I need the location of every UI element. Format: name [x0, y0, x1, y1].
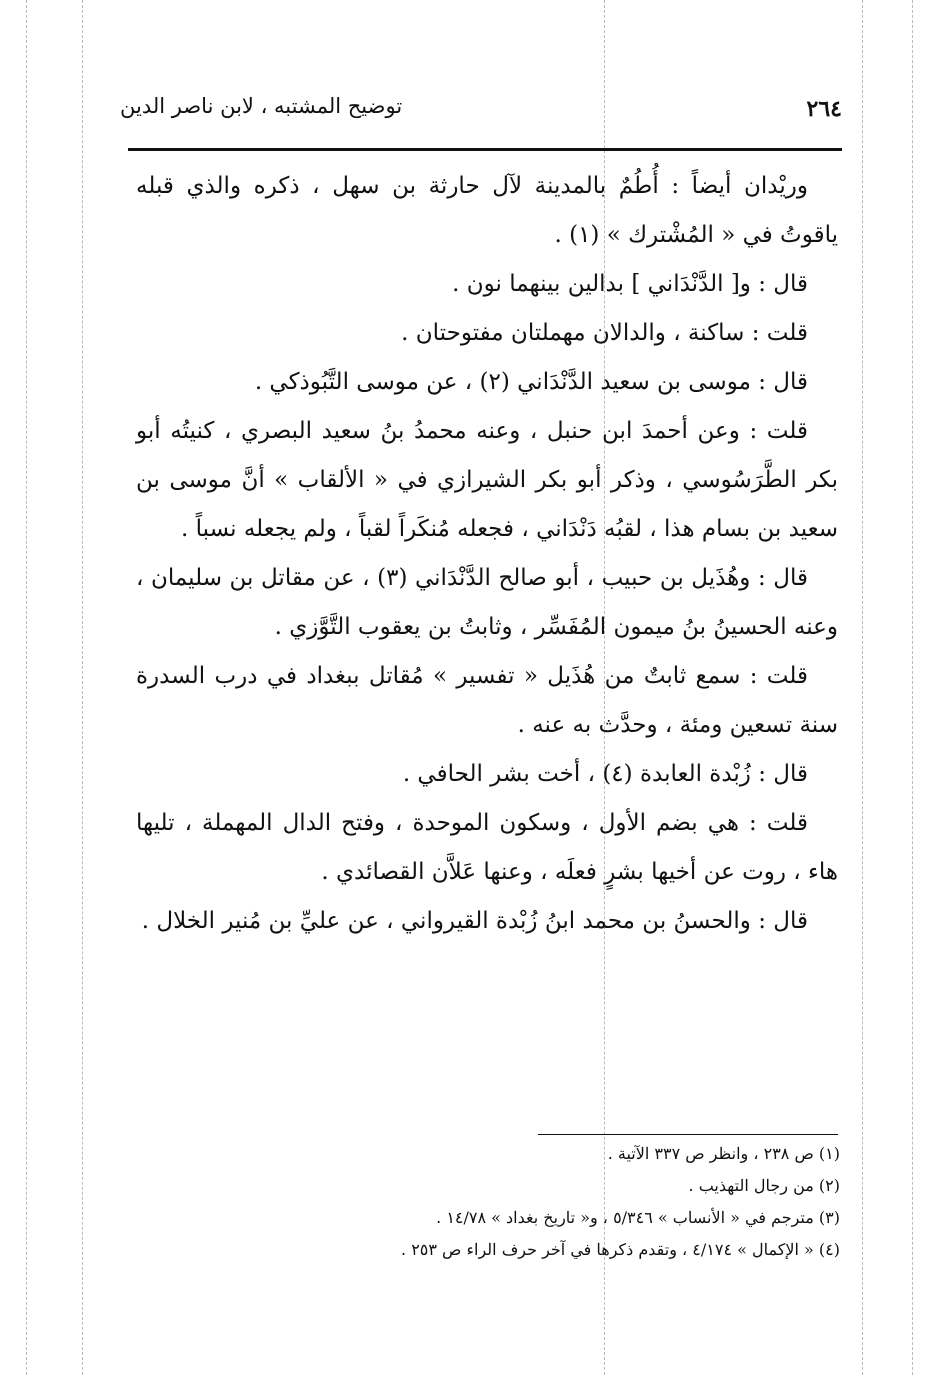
right-dashed-guide-line	[862, 0, 863, 1375]
paragraph-qult-dammal-awwal: قلت : هي بضم الأول ، وسكون الموحدة ، وفتح الدال المهملة ، تليها هاء ، روت عن أخيها بشرٍ فعلَه ، وعنها عَلاَّن القصائدي .	[136, 810, 838, 885]
footnote-2: (٢) من رجال التهذيب .	[688, 1176, 840, 1195]
footnote-4: (٤) « الإكمال » ٤/١٧٤ ، وتقدم ذكرها في آخر حرف الراء ص ٢٥٣ .	[401, 1240, 840, 1259]
footnotes	[200, 1138, 840, 1266]
left-dashed-margin-line	[26, 0, 27, 1375]
paragraph-qult-sakina: قلت : ساكنة ، والدالان مهملتان مفتوحتان .	[401, 320, 808, 346]
footnote-1: (١) ص ٢٣٨ ، وانظر ص ٣٣٧ الآتية .	[607, 1144, 840, 1163]
paragraph-qal-musa: قال : موسى بن سعيد الدَّنْدَاني (٢) ، عن موسى التَّبُوذكي .	[254, 369, 808, 395]
left-dashed-guide-line	[82, 0, 83, 1375]
paragraph-qal-hudhayl: قال : وهُذَيل بن حبيب ، أبو صالح الدَّنْدَاني (٣) ، عن مقاتل بن سليمان ، وعنه الحسينُ بنُ ميمون المُفَسِّر ، وثابتُ بن يعقوب التَّوَّزي .	[136, 565, 838, 640]
paragraph-qal-hasan: قال : والحسنُ بن محمد ابنُ زُبْدة القيرواني ، عن عليِّ بن مُنير الخلال .	[141, 908, 808, 934]
paragraph-qult-thabit: قلت : سمع ثابتٌ من هُذَيل « تفسير » مُقاتل ببغداد في درب السدرة سنة تسعين ومئة ، وحدَّث به عنه .	[136, 663, 838, 738]
main-text	[136, 162, 838, 946]
paragraph-qal-zubda: قال : زُبْدة العابدة (٤) ، أخت بشر الحافي .	[402, 761, 808, 787]
right-dashed-margin-line	[912, 0, 913, 1375]
footnote-rule	[538, 1134, 838, 1135]
page-number: ٢٦٤	[806, 96, 842, 122]
paragraph-qal-dandani: قال : و[ الدَّنْدَاني ] بدالين بينهما نون .	[452, 271, 808, 297]
header-rule	[128, 148, 842, 151]
paragraph-qult-ahmad: قلت : وعن أحمدَ ابن حنبل ، وعنه محمدُ بنُ سعيد البصري ، كنيتُه أبو بكر الطَّرَسُوسي ، وذكر أبو بكر الشيرازي في « الألقاب » أنَّ موسى بن سعيد بن بسام هذا ، لقبُه دَنْدَاني ، فجعله مُنكَراً لقباً ، ولم يجعله نسباً .	[136, 418, 838, 542]
running-title: توضيح المشتبه ، لابن ناصر الدين	[120, 94, 403, 118]
paragraph-raydan: وريْدان أيضاً : أُطُمٌ بالمدينة لآل حارثة بن سهل ، ذكره والذي قبله ياقوتُ في « المُشْترك » (١) .	[136, 173, 838, 248]
footnote-3: (٣) مترجم في « الأنساب » ٥/٣٤٦ ، و« تاريخ بغداد » ١٤/٧٨ .	[436, 1208, 840, 1227]
page-header	[120, 92, 842, 136]
